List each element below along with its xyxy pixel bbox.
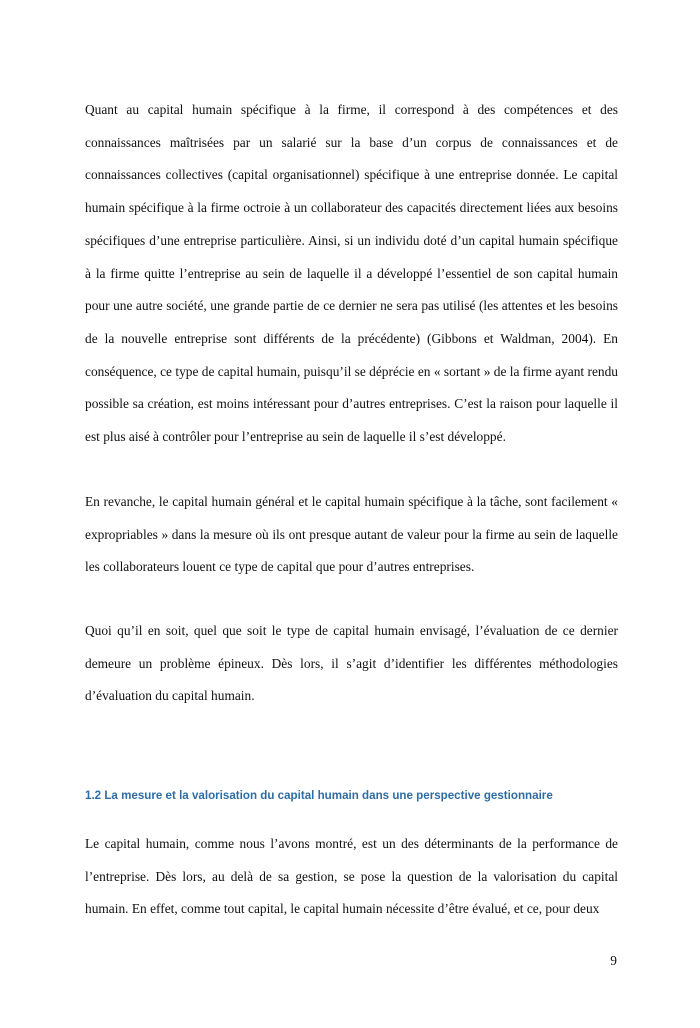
paragraph-evaluation-problem: Quoi qu’il en soit, quel que soit le type de capital humain envisagé, l’évaluation de ce dernier demeure un problème épineux. Dès lors, il s’agit d’identifier les différentes méthodologies d’évaluation du capital humain. xyxy=(85,623,618,704)
paragraph-firm-specific-capital: Quant au capital humain spécifique à la firme, il correspond à des compétences et des connaissances maîtrisées par un salarié sur la base d’un corpus de connaissances et de connaissances collectives (capital organisationnel) spécifique à une entreprise donnée. Le capital humain spécifique à la firme octroie à un collaborateur des capacités directement liées aux besoins spécifiques d’une entreprise particulière. Ainsi, si un individu doté d’un capital humain spécifique à la firme quitte l’entreprise au sein de laquelle il a développé l’essentiel de son capital humain pour une autre société, une grande partie de ce dernier ne sera pas utilisé (les attentes et les besoins de la nouvelle entreprise sont différents de la précédente) (Gibbons et Waldman, 2004). En conséquence, ce type de capital humain, puisqu’il se déprécie en « sortant » de la firme ayant rendu possible sa création, est moins intéressant pour d’autres entreprises. C’est la raison pour laquelle il est plus aisé à contrôler pour l’entreprise au sein de laquelle il s’est développé. xyxy=(85,102,618,445)
paragraph-capital-valuation: Le capital humain, comme nous l’avons montré, est un des déterminants de la performance de l’entreprise. Dès lors, au delà de sa gestion, se pose la question de la valorisation du capital humain. En effet, comme tout capital, le capital humain nécessite d’être évalué, et ce, pour deux xyxy=(85,836,618,917)
section-heading: 1.2 La mesure et la valorisation du capital humain dans une perspective gestionnaire xyxy=(85,789,553,802)
paragraph-general-capital: En revanche, le capital humain général et le capital humain spécifique à la tâche, sont facilement « expropriables » dans la mesure où ils ont presque autant de valeur pour la firme au sein de laquelle les collaborateurs louent ce type de capital que pour d’autres entreprises. xyxy=(85,494,618,575)
page-number: 9 xyxy=(610,953,617,968)
